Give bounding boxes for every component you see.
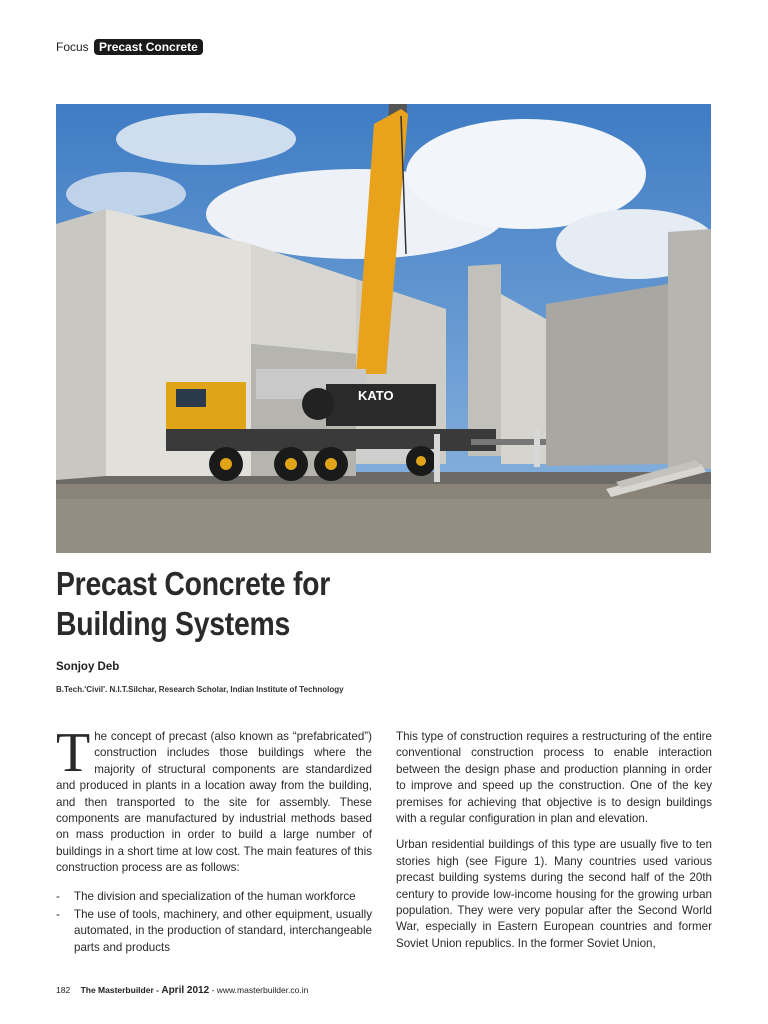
article-title xyxy=(56,564,503,644)
list-item-text: The use of tools, machinery, and other equipment, usually automated, in the production of standard, interchangeable parts and products xyxy=(74,908,372,954)
list-item xyxy=(56,889,372,905)
page-header xyxy=(56,40,203,54)
crane-brand-text: KATO xyxy=(358,388,394,403)
author-name: Sonjoy Deb xyxy=(56,661,120,673)
features-list xyxy=(56,889,372,957)
page-footer xyxy=(56,985,308,996)
list-item xyxy=(56,907,372,956)
title-line-2: Building Systems xyxy=(56,605,291,642)
construction-photo xyxy=(56,104,711,553)
column-right xyxy=(396,729,712,952)
section-label: Focus xyxy=(56,40,89,54)
bullet-dash: - xyxy=(56,908,60,922)
title-line-1: Precast Concrete for xyxy=(56,565,331,602)
intro-paragraph xyxy=(56,722,372,877)
page-number: 182 xyxy=(56,985,71,995)
body-paragraph: This type of construction requires a restructuring of the entire conventional construction process to enable interaction between the design phase and production planning in order to improve and speed up the construction. One of the key premises for achieving that objective is to design buildings with a regular configuration in plan and elevation. xyxy=(396,730,712,826)
section-tag: Precast Concrete xyxy=(94,39,203,55)
author-affiliation: B.Tech.'Civil'. N.I.T.Silchar, Research Scholar, Indian Institute of Technology xyxy=(56,685,344,694)
column-left xyxy=(56,722,372,958)
magazine-name: The Masterbuilder - xyxy=(80,985,159,995)
drop-cap: T xyxy=(56,722,91,784)
issue-date: April 2012 xyxy=(161,985,210,996)
body-paragraph: Urban residential buildings of this type are usually five to ten stories high (see Figure 1). Many countries used various precast building systems during the second half of the 20th century to provide low-income housing for the growing urban population. They were very popular after the Second World War, especially in Eastern European countries and former Soviet Union republics. In the former Soviet Union, xyxy=(396,838,712,950)
crane-site-illustration xyxy=(56,104,711,553)
intro-paragraph-text: he concept of precast (also known as “prefabricated”) construction includes those buildings where the majority of structural components are standardized and produced in plants in a location away from the building, and then transported to the site for assembly. These components are manufactured by industrial methods based on mass production in order to build a large number of buildings in a short time at low cost. The main features of this construction process are as follows: xyxy=(56,730,372,875)
magazine-url: - www.masterbuilder.co.in xyxy=(211,985,309,995)
bullet-dash: - xyxy=(56,889,60,903)
list-item-text: The division and specialization of the human workforce xyxy=(74,889,356,903)
